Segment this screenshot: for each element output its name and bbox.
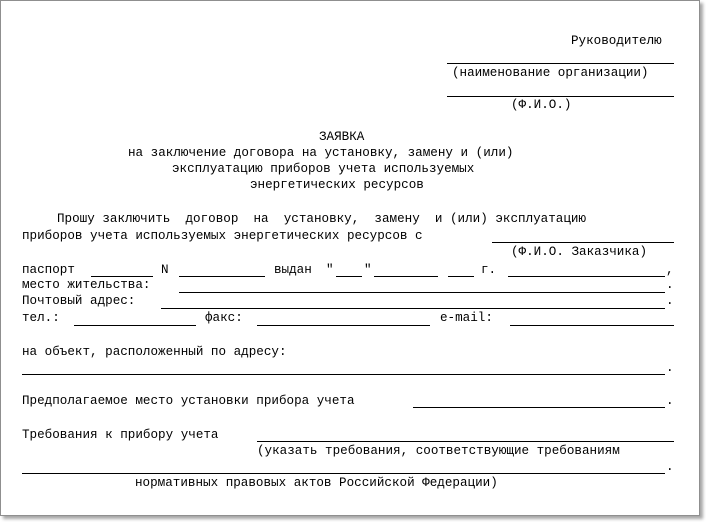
phone-line <box>74 325 196 326</box>
object-address-line <box>22 374 665 375</box>
object-address-line-dot: . <box>666 361 674 375</box>
director-name-line <box>447 96 674 97</box>
installation-location-line-dot: . <box>666 394 674 408</box>
passport-label: паспорт <box>22 263 75 277</box>
meter-requirements-hint-2: нормативных правовых актов Российской Федерации) <box>135 476 498 490</box>
document-subtitle-line-2: эксплуатацию приборов учета используемых <box>172 162 475 176</box>
organization-name-line <box>447 63 674 64</box>
meter-requirements-hint-1: (указать требования, соответствующие требованиям <box>257 444 620 458</box>
passport-year-line <box>448 276 474 277</box>
passport-number-line <box>179 276 265 277</box>
postal-address-line <box>161 308 665 309</box>
installation-location-line <box>413 407 665 408</box>
passport-issued-label: выдан <box>274 263 312 277</box>
document-subtitle-line-1: на заключение договора на установку, замену и (или) <box>128 146 514 160</box>
installation-location-label: Предполагаемое место установки прибора учета <box>22 394 355 408</box>
customer-name-line <box>492 242 674 243</box>
customer-name-hint: (Ф.И.О. Заказчика) <box>511 245 648 259</box>
meter-requirements-line-dot: . <box>666 460 674 474</box>
passport-date-quote-close: " <box>364 263 372 277</box>
email-line <box>510 325 674 326</box>
passport-date-quote-open: " <box>326 263 334 277</box>
passport-number-label: N <box>161 263 169 277</box>
request-text-line-1: Прошу заключить договор на установку, замену и (или) эксплуатацию <box>57 212 587 226</box>
document-title: ЗАЯВКА <box>319 130 365 144</box>
director-name-hint: (Ф.И.О.) <box>511 98 572 112</box>
request-text-line-2: приборов учета используемых энергетических ресурсов с <box>22 229 423 243</box>
meter-requirements-line <box>257 441 674 442</box>
postal-address-label: Почтовый адрес: <box>22 294 136 308</box>
passport-month-line <box>374 276 438 277</box>
passport-day-line <box>336 276 362 277</box>
email-label: e-mail: <box>440 311 493 325</box>
phone-label: тел.: <box>22 311 60 325</box>
organization-name-hint: (наименование организации) <box>452 66 649 80</box>
fax-line <box>257 325 430 326</box>
recipient-label: Руководителю <box>571 34 662 48</box>
passport-series-line <box>91 276 153 277</box>
residence-line <box>179 292 665 293</box>
passport-year-label: г. <box>481 263 497 277</box>
postal-address-line-dot: . <box>666 294 674 308</box>
object-address-label: на объект, расположенный по адресу: <box>22 345 287 359</box>
meter-requirements-line-2 <box>22 473 665 474</box>
meter-requirements-label: Требования к прибору учета <box>22 428 219 442</box>
fax-label: факс: <box>205 311 243 325</box>
residence-line-dot: . <box>666 278 674 292</box>
residence-label: место жительства: <box>22 278 151 292</box>
passport-line-comma: , <box>666 263 674 277</box>
passport-issuer-line <box>508 276 665 277</box>
document-subtitle-line-3: энергетических ресурсов <box>250 178 424 192</box>
